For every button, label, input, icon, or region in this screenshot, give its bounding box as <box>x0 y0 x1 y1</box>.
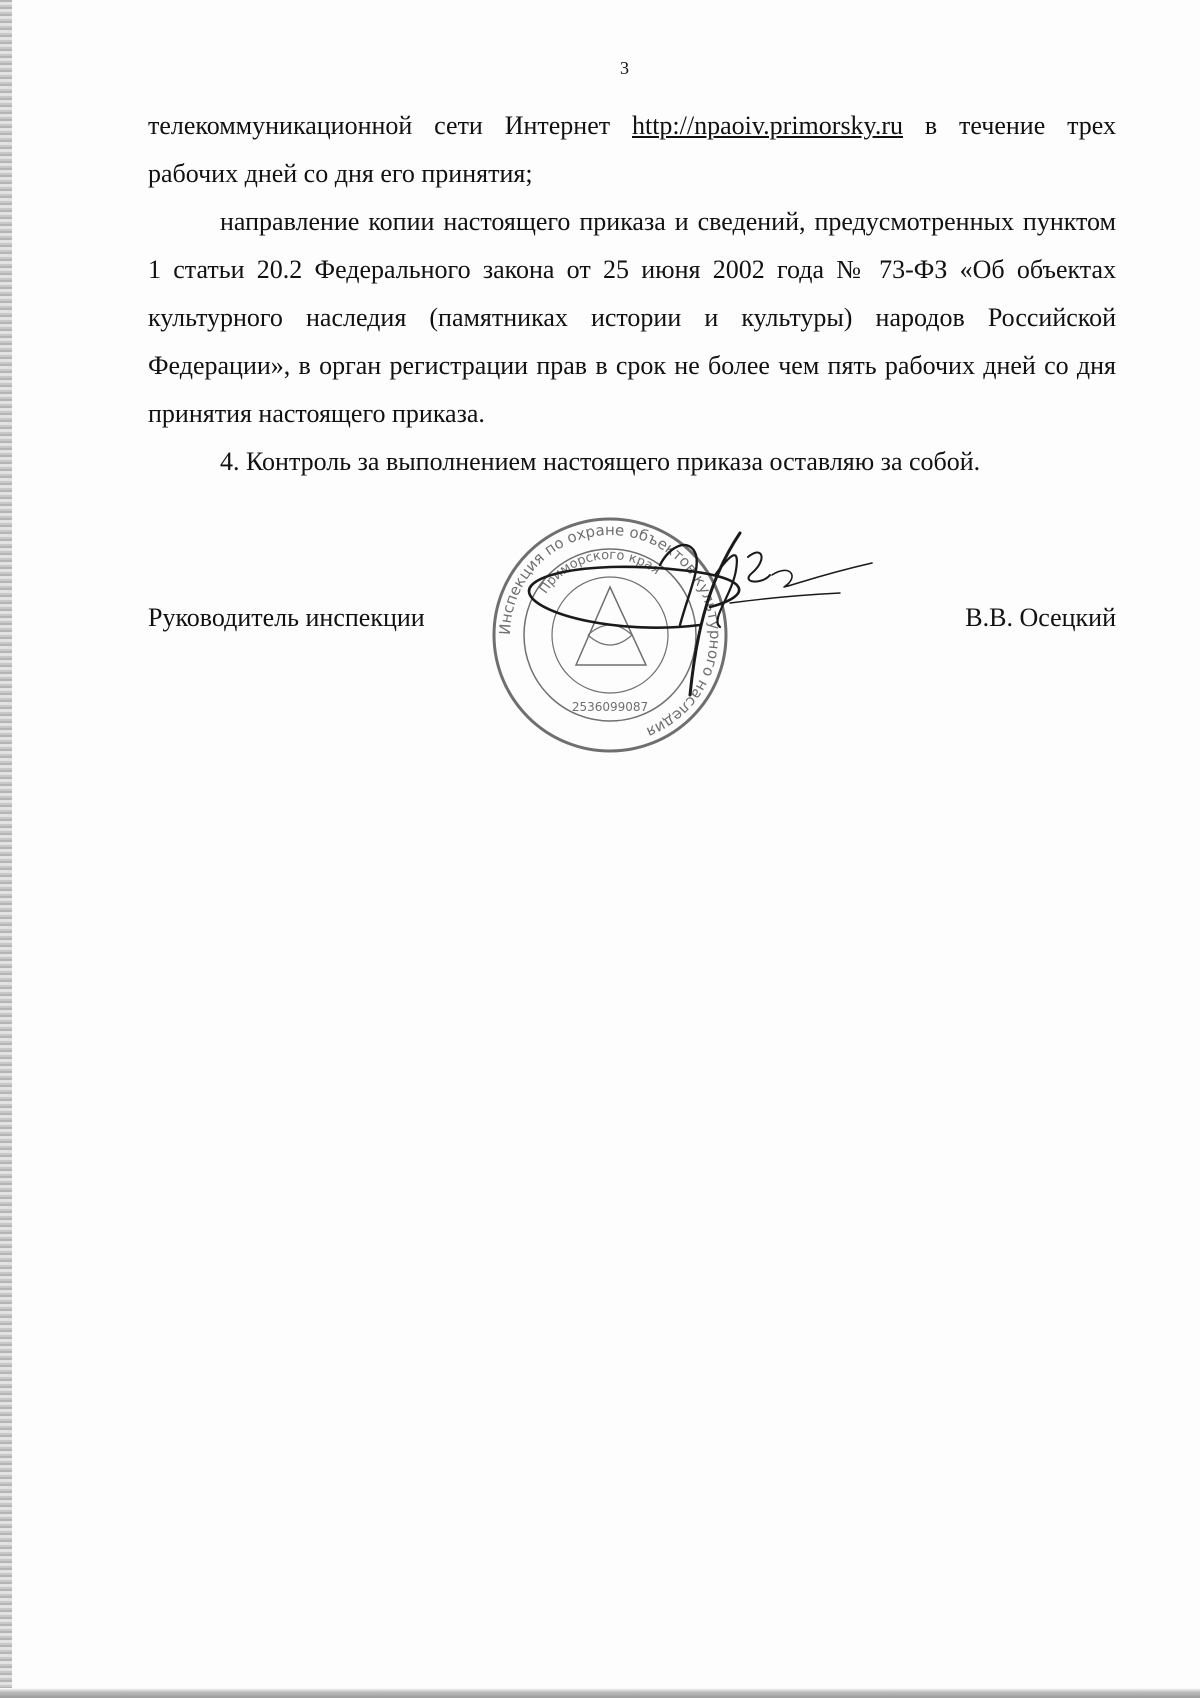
document-body <box>148 102 1116 486</box>
paragraph-text: в течение трех рабочих дней со дня его принятия; <box>148 111 1116 188</box>
seal-number: 2536099087 <box>571 700 649 714</box>
signer-name: В.В. Осецкий <box>965 603 1116 632</box>
scan-bottom-edge <box>0 1688 1200 1698</box>
website-link[interactable]: http://npaoiv.primorsky.ru <box>631 111 904 140</box>
paragraph-control: 4. Контроль за выполнением настоящего приказа оставляю за собой. <box>220 447 981 476</box>
scan-left-edge <box>0 0 12 1698</box>
seal-outer-text: Инспекция по охране объектов культурного наследия <box>495 520 725 742</box>
paragraph-continuation <box>148 102 1116 198</box>
paragraph-rights-registration: направление копии настоящего приказа и сведений, предусмотренных пунктом 1 статьи 20.2 Федерального закона от 25 июня 2002 года № 73-ФЗ «Об объектах культурного наследия (памятниках истории и культуры) народов Российской Федерации», в орган регистрации прав в срок не более чем пять рабочих дней со дня принятия настоящего приказа. <box>148 207 1116 428</box>
paragraph-text: телекоммуникационной сети Интернет <box>148 111 632 140</box>
seal-inner-text: Приморского края <box>536 547 663 597</box>
signer-title: Руководитель инспекции <box>148 603 425 632</box>
page-number: 3 <box>620 58 629 78</box>
handwritten-signature-icon <box>500 515 880 715</box>
